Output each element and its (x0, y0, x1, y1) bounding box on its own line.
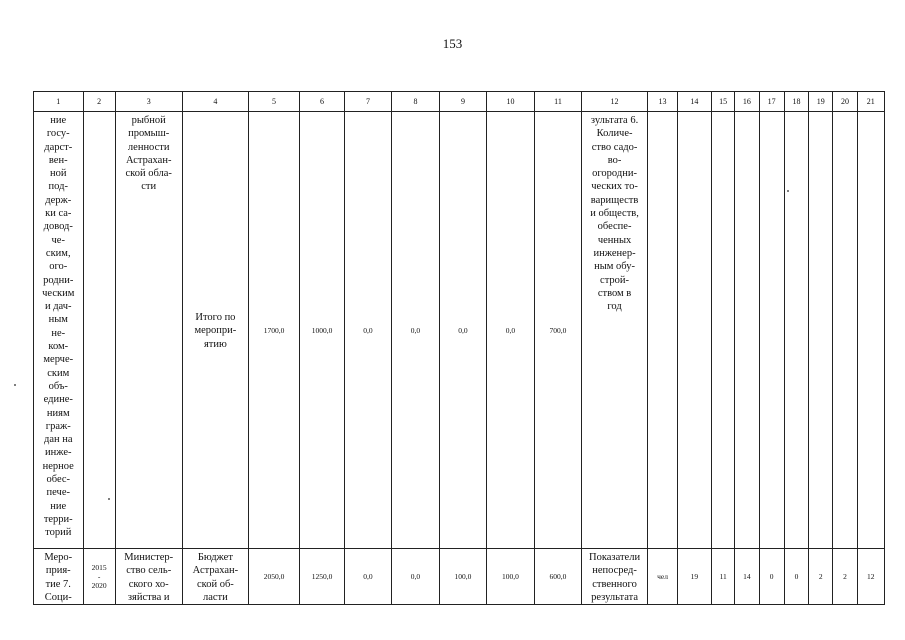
unit-cell: чел (648, 549, 677, 605)
value-cell (833, 112, 857, 549)
period-start: 2015 (91, 563, 107, 573)
header-cell: 18 (784, 92, 808, 112)
header-cell: 6 (299, 92, 344, 112)
value-cell: 11 (712, 549, 735, 605)
value-cell: 0 (784, 549, 808, 605)
period-end: 2020 (91, 581, 107, 591)
source-text: Итого по меропри- ятию (194, 312, 237, 350)
activity-name-text: ние госу- дарст- вен- ной под- держ- ки са- довод- че- ским, ого- родни- ческим и дач- ным не- ком- мерче- ским объ- едине- ниям граж- дан на инже- нерное обес- пече- ние терри- торий (42, 115, 75, 539)
header-cell: 1 (34, 92, 84, 112)
indicator-cell (581, 112, 648, 549)
activity-name-cell (34, 112, 84, 549)
executor-cell (115, 549, 182, 605)
header-cell: 20 (833, 92, 857, 112)
value-cell: 1700,0 (249, 112, 300, 549)
scan-speck (108, 498, 110, 500)
value-cell: 600,0 (535, 549, 581, 605)
value-cell: 100,0 (440, 549, 486, 605)
value-cell: 0 (759, 549, 784, 605)
header-cell: 5 (249, 92, 300, 112)
value-cell: 0,0 (391, 549, 440, 605)
value-cell (784, 112, 808, 549)
value-cell: 1250,0 (299, 549, 344, 605)
value-cell (857, 112, 884, 549)
header-cell: 3 (115, 92, 182, 112)
value-cell: 14 (735, 549, 759, 605)
header-cell: 2 (83, 92, 115, 112)
value-cell (677, 112, 711, 549)
value-cell (809, 112, 833, 549)
header-cell: 10 (486, 92, 535, 112)
indicator-cell (581, 549, 648, 605)
header-cell: 8 (391, 92, 440, 112)
header-cell: 17 (759, 92, 784, 112)
header-cell: 13 (648, 92, 677, 112)
table-row (34, 549, 885, 605)
value-cell: 700,0 (535, 112, 581, 549)
value-cell: 0,0 (391, 112, 440, 549)
value-cell: 0,0 (345, 112, 391, 549)
executor-text: Министер- ство сель- ского хо- зяйства и (124, 552, 174, 603)
value-cell (735, 112, 759, 549)
executor-text: рыбной промыш- ленности Астрахан- ской обла- сти (125, 115, 172, 193)
page-number: 153 (442, 36, 463, 51)
value-cell: 0,0 (345, 549, 391, 605)
header-cell: 11 (535, 92, 581, 112)
source-cell (182, 112, 249, 549)
period-cell (83, 112, 115, 549)
activity-name-text: Меро- прия- тие 7. Соци- (44, 552, 73, 603)
value-cell (712, 112, 735, 549)
value-cell: 2050,0 (249, 549, 300, 605)
header-cell: 9 (440, 92, 486, 112)
header-cell: 12 (581, 92, 648, 112)
activity-name-cell (34, 549, 84, 605)
header-cell: 4 (182, 92, 249, 112)
header-cell: 19 (809, 92, 833, 112)
header-cell: 14 (677, 92, 711, 112)
indicator-text: зультата 6. Количе- ство садо- во- огородни- ческих то- вариществ и обществ, обеспе- ченных инженер- ным обу- строй- ством в год (590, 115, 639, 313)
period-cell (83, 549, 115, 605)
table-row (34, 112, 885, 549)
value-cell: 12 (857, 549, 884, 605)
unit-cell (648, 112, 677, 549)
scan-speck (14, 384, 16, 386)
value-cell: 19 (677, 549, 711, 605)
indicator-text: Показатели непосред- ственного результата (589, 552, 641, 603)
executor-cell (115, 112, 182, 549)
budget-table (33, 91, 885, 605)
header-cell: 15 (712, 92, 735, 112)
header-cell: 21 (857, 92, 884, 112)
value-cell: 1000,0 (299, 112, 344, 549)
value-cell: 2 (833, 549, 857, 605)
value-cell: 2 (809, 549, 833, 605)
value-cell (759, 112, 784, 549)
header-row (34, 92, 885, 112)
scan-speck (787, 190, 789, 192)
source-cell (182, 549, 249, 605)
header-cell: 7 (345, 92, 391, 112)
value-cell: 0,0 (440, 112, 486, 549)
value-cell: 0,0 (486, 112, 535, 549)
header-cell: 16 (735, 92, 759, 112)
source-text: Бюджет Астрахан- ской об- ласти (192, 552, 239, 603)
period-dash: - (97, 572, 101, 582)
value-cell: 100,0 (486, 549, 535, 605)
